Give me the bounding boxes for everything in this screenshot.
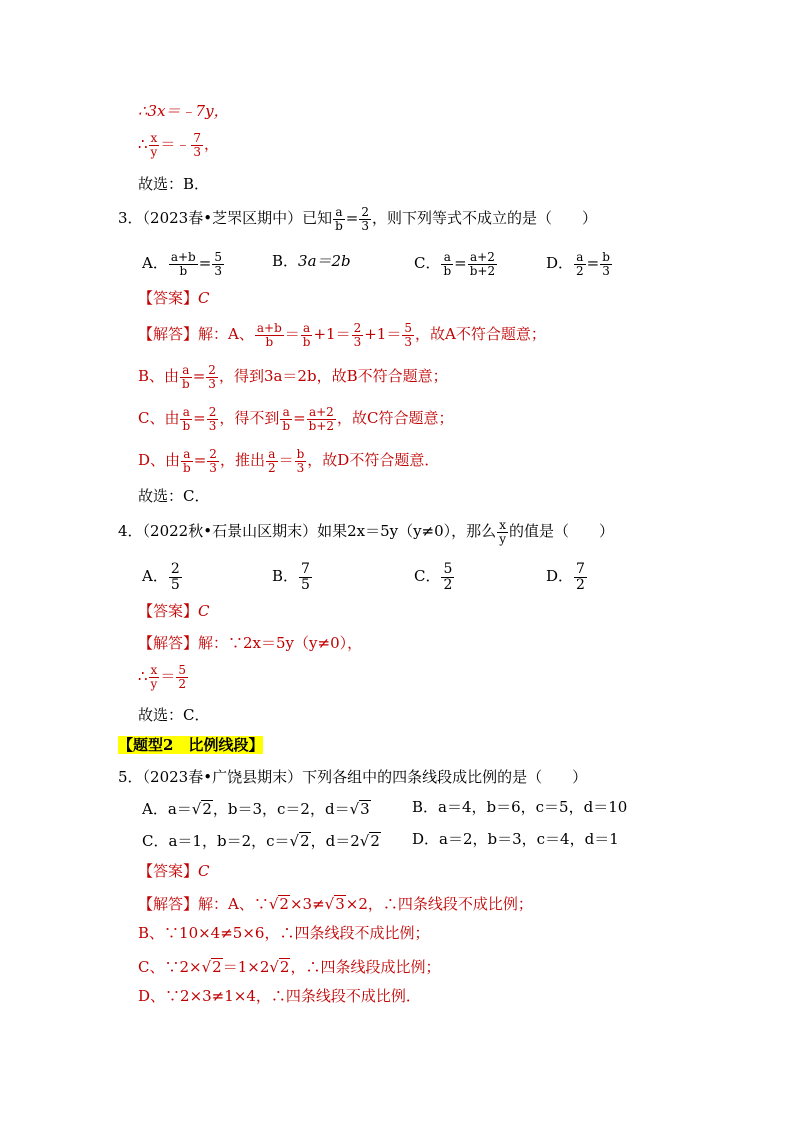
q5-option-c: C．a＝1，b＝2，c＝√2，d＝2√2 — [142, 832, 380, 850]
fraction: $\frac{2}{3}$ — [209, 447, 217, 475]
q5-solution-a: 【解答】解：A、∵√2×3≠√3×2，∴四条线段不成比例； — [138, 895, 533, 913]
sqrt-icon: √ — [324, 895, 335, 913]
fraction: $\frac{a}{b}$ — [302, 321, 311, 349]
fraction: $\frac{5}{2}$ — [443, 561, 453, 593]
q4-stem: 4．（2022秋•石景山区期末）如果2x＝5y（y≠0），那么 $\frac{x}{y}$ 的值是（ ） — [118, 518, 614, 546]
q5-stem: 5．（2023春•广饶县期末）下列各组中的四条线段成比例的是（ ） — [118, 768, 588, 786]
sqrt-icon: √ — [269, 958, 279, 976]
q5-solution-b: B、∵10×4≠5×6，∴四条线段不成比例； — [138, 924, 430, 942]
q5-option-b: B．a＝4，b＝6，c＝5，d＝10 — [412, 798, 628, 816]
q4-final: 故选：C． — [138, 706, 210, 724]
fraction: $\frac{5}{2}$ — [178, 663, 186, 691]
q3-stem: 3．（2023春•芝罘区期中）已知 $\frac{a}{b}$ = $\frac{2}{3}$ ，则下列等式不成立的是（ ） — [118, 205, 597, 233]
q5-solution-d: D、∵2×3≠1×4，∴四条线段不成比例． — [138, 987, 421, 1005]
q5-solution-c: C、∵2×√2＝1×2√2，∴四条线段成比例； — [138, 958, 441, 976]
fraction: $\frac{b}{3}$ — [296, 447, 305, 475]
fraction: $\frac{a}{b}$ — [183, 447, 191, 475]
q4-option-b: B． $\frac{7}{5}$ — [272, 561, 310, 593]
fraction: $\frac{7}{5}$ — [301, 561, 310, 593]
q5-option-d: D．a＝2，b＝3，c＝4，d＝1 — [412, 830, 619, 848]
fraction: $\frac{a}{2}$ — [267, 447, 276, 475]
q4-option-a: A． $\frac{2}{5}$ — [142, 561, 180, 593]
sqrt-icon: √ — [289, 832, 300, 850]
sqrt-icon: √ — [191, 800, 202, 818]
fraction: $\frac{x}{y}$ — [150, 663, 158, 691]
fraction: $\frac{a}{b}$ — [335, 205, 343, 233]
q5-answer: 【答案】C — [138, 862, 210, 880]
fraction: $\frac{a}{b}$ — [443, 250, 452, 278]
fraction: $\frac{5}{3}$ — [214, 250, 222, 278]
fraction: $\frac{x}{y}$ — [499, 518, 506, 546]
fraction: $\frac{a}{b}$ — [182, 363, 190, 391]
q3-option-a: A． $\frac{a+b}{b}$ = $\frac{5}{3}$ — [142, 250, 222, 278]
sqrt-icon: √ — [201, 958, 212, 976]
q3-answer: 【答案】C — [138, 289, 210, 307]
fraction: $\frac{x}{y}$ — [150, 131, 158, 159]
q3-solution-d: D、由 $\frac{a}{b}$ = $\frac{2}{3}$ ，推出 $\frac{a}{2}$ ＝ $\frac{b}{3}$ ，故D不符合题意． — [138, 447, 440, 475]
fraction: $\frac{b}{3}$ — [602, 250, 610, 278]
q4-option-d: D． $\frac{7}{2}$ — [546, 561, 585, 593]
therefore-symbol: ∴ — [138, 135, 148, 154]
intro-line-2: ∴ $\frac{x}{y}$ ＝﹣ $\frac{7}{3}$ ， — [138, 131, 219, 159]
sqrt-icon: √ — [349, 800, 360, 818]
q4-solution-2: ∴ $\frac{x}{y}$ ＝ $\frac{5}{2}$ — [138, 663, 186, 691]
intro-final: 故选：B． — [138, 175, 210, 193]
fraction: $\frac{2}{3}$ — [361, 205, 369, 233]
fraction: $\frac{a}{b}$ — [182, 405, 191, 433]
q3-solution-c: C、由 $\frac{a}{b}$ = $\frac{2}{3}$ ，得不到 $\frac{a}{b}$ = $\frac{a+2}{b+2}$ ，故C符合题意； — [138, 405, 454, 433]
fraction: $\frac{a+b}{b}$ — [256, 321, 282, 349]
q5-option-a: A．a＝√2，b＝3，c＝2，d＝√3 — [142, 800, 370, 818]
sqrt-icon: √ — [359, 832, 370, 850]
fraction: $\frac{a}{2}$ — [576, 250, 584, 278]
fraction: $\frac{a+2}{b+2}$ — [308, 405, 335, 433]
q3-solution-b: B、由 $\frac{a}{b}$ = $\frac{2}{3}$ ，得到3a＝2b，故B不符合题意； — [138, 363, 448, 391]
intro-line-1: ∴3x＝﹣7y， — [138, 102, 229, 120]
q3-option-d: D． $\frac{a}{2}$ = $\frac{b}{3}$ — [546, 250, 610, 278]
q3-option-b: B．3a＝2b — [272, 252, 351, 270]
fraction: $\frac{7}{3}$ — [193, 131, 201, 159]
q4-option-c: C． $\frac{5}{2}$ — [414, 561, 453, 593]
fraction: $\frac{2}{3}$ — [208, 363, 216, 391]
fraction: $\frac{7}{2}$ — [576, 561, 585, 593]
q3-final: 故选：C． — [138, 487, 210, 505]
q4-answer: 【答案】C — [138, 602, 210, 620]
fraction: $\frac{a}{b}$ — [282, 405, 291, 433]
fraction: $\frac{2}{3}$ — [353, 321, 362, 349]
fraction: $\frac{a+2}{b+2}$ — [469, 250, 496, 278]
q3-solution-a: 【解答】解：A、 $\frac{a+b}{b}$ ＝ $\frac{a}{b}$ +1＝ $\frac{2}{3}$ +1＝ $\frac{5}{3}$ ，故A不符合题意； — [138, 321, 546, 349]
fraction: $\frac{5}{3}$ — [404, 321, 412, 349]
fraction: $\frac{a+b}{b}$ — [170, 250, 196, 278]
fraction: $\frac{2}{3}$ — [208, 405, 217, 433]
q4-solution-1: 【解答】解：∵2x＝5y（y≠0）， — [138, 634, 363, 652]
q3-option-c: C． $\frac{a}{b}$ = $\frac{a+2}{b+2}$ — [414, 250, 496, 278]
sqrt-icon: √ — [268, 895, 279, 913]
section-header: 【题型2 比例线段】 — [118, 736, 264, 754]
fraction: $\frac{2}{5}$ — [170, 561, 180, 593]
